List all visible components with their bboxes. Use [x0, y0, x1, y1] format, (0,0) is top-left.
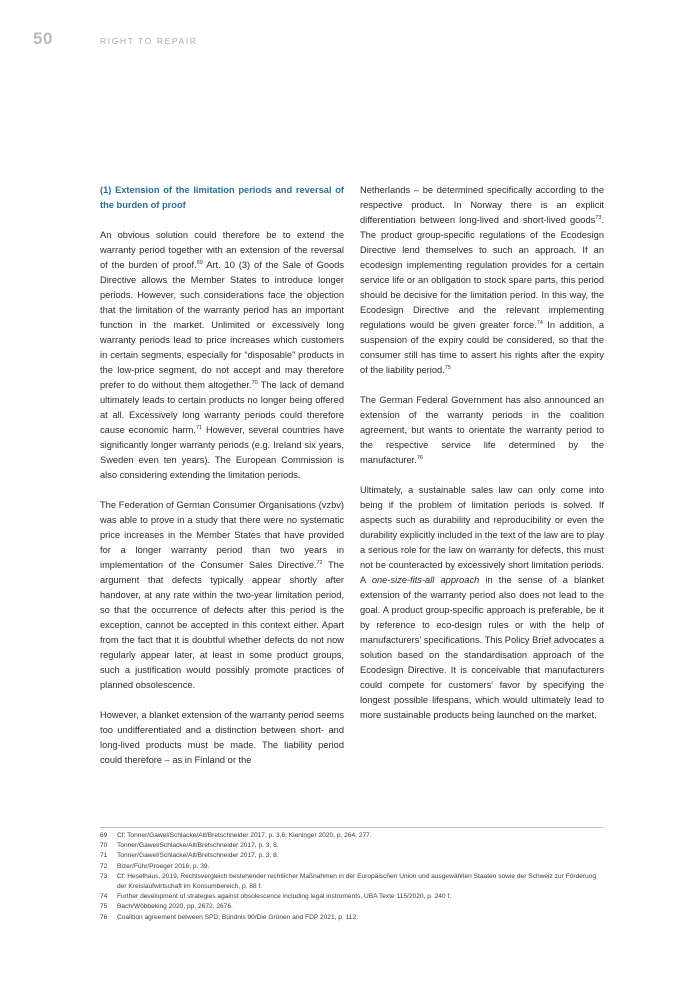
footnote-text: Further development of strategies against obsolescence including legal instruments, UBA Texte 115/2020, p. 240 f.	[117, 893, 452, 901]
text-run: The lack of demand ultimately leads to certain products no longer being offered at all. Excessively long warranty periods could therefore cause economic harm.	[100, 380, 344, 435]
footnote-text: Cf: Heselhaus, 2019, Rechtsvergleich bestehender rechtlicher Maßnahmen in der Europäischen Union und ausgewählten Staaten sowie der Schweiz zur Förderung der Kreislaufwirtschaft im Konsumbereich, p. 88 f.	[117, 872, 597, 891]
footnote-number: 75	[100, 903, 108, 911]
footnote	[100, 862, 603, 872]
footnote-number: 76	[100, 913, 108, 921]
footnote-divider	[100, 827, 603, 828]
footnote-ref-76[interactable]: 76	[416, 455, 423, 461]
text-run: The argument that defects typically appear shortly after handover, at any rate within the two-year limitation period, so that the occurrence of defects after this period is the exception, cannot be accepted in this context either. Apart from the fact that it is doubtful whether defects do not now regularly appear later, at least in some product groups, such a justification would possibly promote practices of planned obsolescence.	[100, 560, 344, 690]
text-run: Ultimately, a sustainable sales law can only come into being if the problem of limitation periods is solved. If aspects such as durability and reproducibility or even the durability explicitly included in the text of the law are to play a serious role for the law on warranty for defects, this must not be counteracted by excessively short limitation periods. A	[360, 485, 604, 585]
paragraph	[360, 393, 604, 468]
text-run: in the sense of a blanket extension of the warranty period also does not lead to the goal. A product group-specific approach is preferable, be it by reference to eco-design rules or with the help of manufacturers' specifications. This Policy Brief advocates a solution based on the standardisation approach of the Ecodesign Directive. It is conceivable that manufacturers could compete for customers' favor by specifying the longest possible lifespans, which would ultimately lead to more sustainable products being launched on the market.	[360, 575, 605, 720]
footnote-text: Tonner/Gawel/Schlacke/Alt/Bretschneider 2017, p. 3, 8.	[117, 842, 279, 850]
footnote-number: 73	[100, 872, 108, 880]
text-run: The German Federal Government has also announced an extension of the warranty periods in the coalition agreement, but wants to orientate the warranty period to the respective service life determined by the manufacturer.	[360, 395, 604, 465]
left-column	[100, 183, 344, 783]
footnote-text: Tonner/Gawel/Schlacke/Alt/Bretschneider 2017, p. 3, 8.	[117, 852, 279, 860]
footnote-ref-75[interactable]: 75	[444, 365, 451, 371]
footnote-number: 74	[100, 893, 108, 901]
footnote-number: 71	[100, 852, 108, 860]
footnote-text: Cf: Tonner/Gawel/Schlacke/Alt/Bretschneider 2017, p. 3,6; Kieninger 2020, p. 264, 277.	[117, 832, 372, 839]
text-run: The Federation of German Consumer Organisations (vzbv) was able to prove in a study that there were no systematic price increases in the Member States that have provided for a longer warranty period than two years in implementation of the Consumer Sales Directive.	[100, 500, 344, 570]
right-column	[360, 183, 604, 738]
footnote	[100, 872, 603, 892]
footnote-ref-74[interactable]: 74	[536, 320, 543, 326]
paragraph	[360, 483, 604, 723]
footnote-ref-71[interactable]: 71	[196, 425, 203, 431]
page-number: 50	[33, 29, 53, 48]
footnote-ref-69[interactable]: 69	[196, 260, 203, 266]
footnote-number: 70	[100, 842, 108, 850]
paragraph	[360, 183, 604, 378]
footnote-ref-70[interactable]: 70	[251, 380, 258, 386]
footnote	[100, 913, 603, 923]
text-run: Netherlands – be determined specifically according to the respective product. In Norway there is an explicit differentiation between long-lived and short-lived goods	[360, 185, 604, 225]
footnote	[100, 851, 603, 861]
footnote-number: 69	[100, 832, 108, 839]
footnote	[100, 841, 603, 851]
text-run: . The product group-specific regulations of the Ecodesign Directive lend themselves to such an approach. If an ecodesign implementing regulation provides for a certain service life or an obligation to stock spare parts, this period should be decisive for the limitation period. In this way, the Ecodesign Directive and the relevant implementing regulations would be given greater force.	[360, 215, 604, 330]
footnote	[100, 831, 603, 841]
text-run: In addition, a suspension of the expiry could be considered, so that the consumer still has time to assert his rights after the expiry of the liability period.	[360, 320, 604, 375]
footnote-ref-72[interactable]: 72	[316, 560, 323, 566]
paragraph	[100, 228, 344, 483]
section-heading: (1) Extension of the limitation periods and reversal of the burden of proof	[100, 185, 344, 210]
text-run: Art. 10 (3) of the Sale of Goods Directive allows the Member States to introduce longer periods. However, such considerations face the objection that the limitation of the warranty period has an important function in the market. Unlimited or excessively long warranty periods lead to price increases which customers in certain segments, especially for “disposable” products in the low-price segment, do not accept and may therefore prefer to do without them altogether.	[100, 260, 344, 390]
footnotes	[100, 831, 603, 923]
footnote-text: Bach/Wöbbeking 2020, pp. 2672, 2676.	[117, 903, 233, 911]
text-run: However, several countries have significantly longer warranty periods (e.g. Ireland six years, Sweden even ten years). The European Commission is also considering extending the limitation periods.	[100, 425, 344, 480]
footnote-text: Bizer/Führ/Proeger 2016, p. 39.	[117, 862, 210, 870]
emphasis: one-size-fits-all approach	[371, 575, 480, 585]
running-head: RIGHT TO REPAIR	[100, 36, 198, 46]
footnote	[100, 902, 603, 912]
paragraph: However, a blanket extension of the warranty period seems too undifferentiated and a distinction between short- and long-lived products must be made. The liability period could therefore – as in Finland or the	[100, 710, 344, 765]
footnote-ref-73[interactable]: 73	[595, 215, 602, 221]
footnote	[100, 892, 603, 902]
footnote-text: Coalition agreement between SPD, Bündnis 90/Die Grünen and FDP 2021, p. 112.	[117, 913, 358, 921]
footnote-number: 72	[100, 862, 108, 870]
text-run: An obvious solution could therefore be to extend the warranty period together with an extension of the reversal of the burden of proof.	[100, 230, 344, 270]
paragraph	[100, 498, 344, 693]
